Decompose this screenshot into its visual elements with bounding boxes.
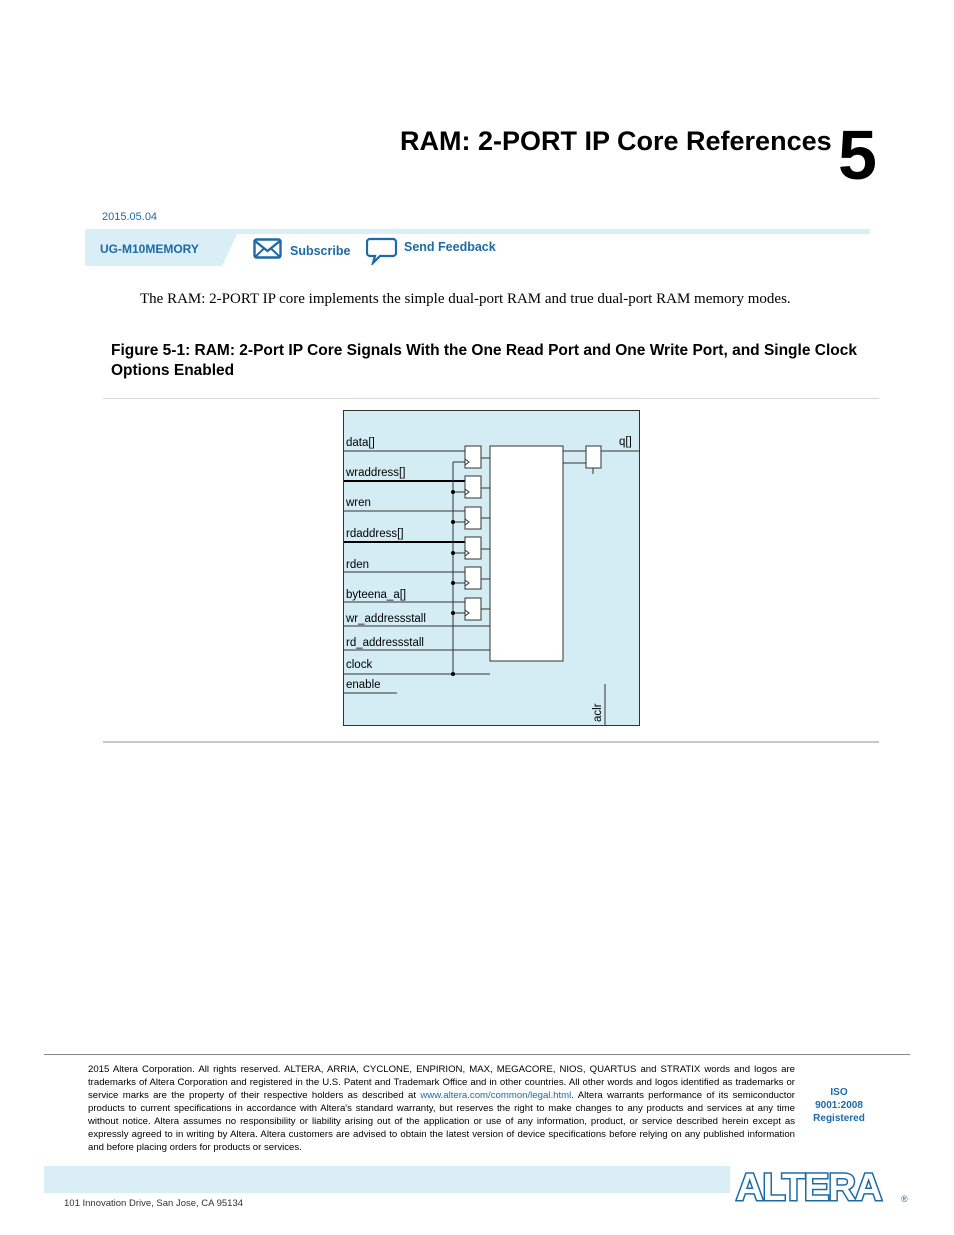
register-rden: [465, 567, 481, 589]
ram-block: [490, 446, 563, 661]
intro-paragraph: The RAM: 2-PORT IP core implements the simple dual-port RAM and true dual-port RAM memory modes.: [140, 291, 791, 307]
signal-wren: wren: [346, 497, 371, 509]
register-data: [465, 446, 481, 468]
chapter-title: RAM: 2-PORT IP Core References: [400, 126, 832, 156]
signal-rd-addressstall: rd_addressstall: [346, 637, 424, 649]
doc-id-label: UG-M10MEMORY: [100, 242, 199, 256]
legal-link[interactable]: www.altera.com/common/legal.html: [420, 1090, 572, 1101]
logo-text: ALTERA: [736, 1167, 882, 1206]
legal-notice: [88, 1063, 795, 1154]
signal-byteena: byteena_a[]: [346, 589, 407, 601]
figure-rule-bottom: [103, 741, 879, 743]
legal-text-part-1: 2015 Altera Corporation. All rights reserved. ALTERA, ARRIA, CYCLONE, ENPIRION, MAX, MEGACORE, NIOS, QUARTUS and STRATIX words and logos are trademarks of Altera Corporation and registered in the U.S. Patent and Trademark Office and in other countries. All other words and logos identified as trademarks or service marks are the property of their respective holders as described at: [88, 1064, 795, 1101]
register-wren: [465, 507, 481, 529]
register-byteena: [465, 598, 481, 620]
signal-clock: clock: [346, 659, 373, 671]
chapter-number: 5: [838, 116, 877, 194]
speech-bubble-icon[interactable]: [366, 237, 398, 265]
send-feedback-link[interactable]: Send Feedback: [404, 240, 496, 254]
subscribe-link[interactable]: Subscribe: [290, 244, 351, 258]
iso-line-2: 9001:2008: [815, 1100, 863, 1111]
footer-rule: [44, 1054, 910, 1055]
signal-aclr: aclr: [592, 703, 604, 722]
signal-data: data[]: [346, 437, 375, 449]
signal-rden: rden: [346, 559, 370, 571]
register-rdaddress: [465, 537, 481, 559]
iso-line-1: ISO: [830, 1087, 848, 1098]
envelope-icon[interactable]: [253, 238, 283, 260]
altera-logo: [734, 1162, 914, 1206]
address: 101 Innovation Drive, San Jose, CA 95134: [64, 1198, 244, 1209]
signal-rdaddress: rdaddress[]: [346, 528, 404, 540]
signal-enable: enable: [346, 679, 381, 691]
registered-mark: ®: [901, 1194, 908, 1204]
signal-diagram: [343, 410, 641, 728]
figure-rule-top: [103, 398, 879, 399]
iso-registration: [800, 1086, 878, 1125]
signal-q: q[]: [619, 436, 632, 448]
doc-date: 2015.05.04: [102, 211, 158, 223]
legal-text-part-2: . Altera warrants performance of its semiconductor products to current specifications in accordance with Altera's standard warranty, but reserves the right to make changes to any products and services at any time without notice. Altera assumes no responsibility or liability arising out of the application or use of any information, product, or service described herein except as expressly agreed to in writing by Altera. Altera customers are advised to obtain the latest version of device specifications before relying on any published information and before placing orders for products or services.: [88, 1090, 795, 1153]
signal-wraddress: wraddress[]: [346, 467, 406, 479]
register-q: [586, 446, 601, 468]
signal-wr-addressstall: wr_addressstall: [346, 613, 426, 625]
iso-line-3: Registered: [813, 1113, 865, 1124]
register-wraddress: [465, 476, 481, 498]
figure-caption: Figure 5-1: RAM: 2-Port IP Core Signals With the One Read Port and One Write Port, and Single Clock Options Enabled: [111, 342, 857, 379]
